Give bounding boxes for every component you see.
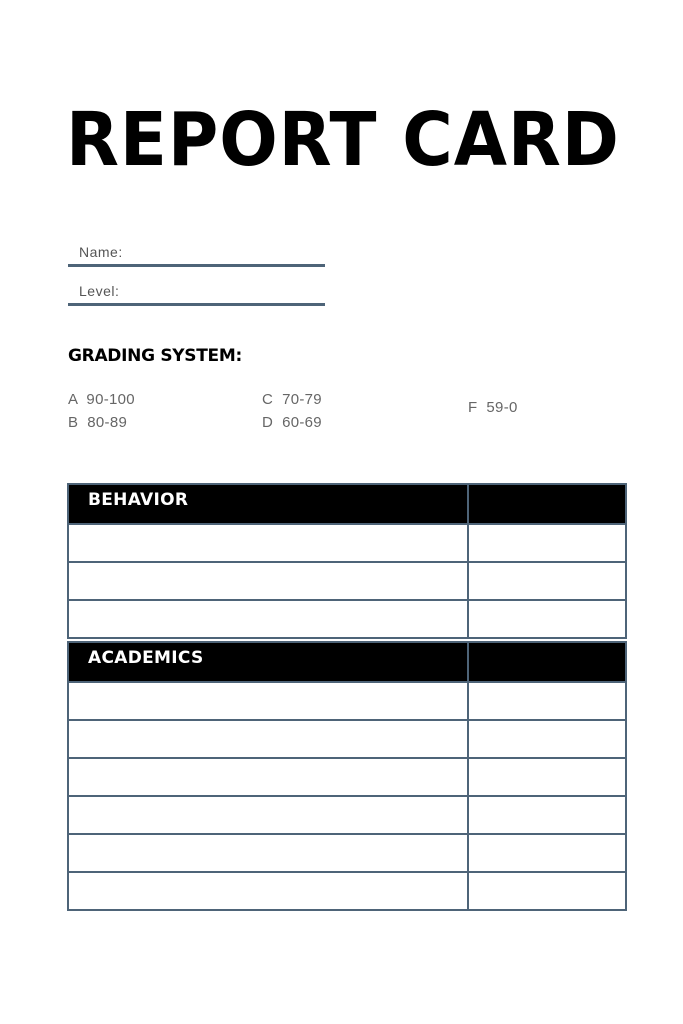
name-label: Name: bbox=[79, 244, 123, 260]
grade-a: A 90-100 bbox=[68, 391, 135, 408]
academics-grade-cell[interactable] bbox=[468, 834, 626, 872]
academics-item-cell[interactable] bbox=[68, 758, 468, 796]
table-row bbox=[68, 872, 626, 910]
behavior-item-cell[interactable] bbox=[68, 524, 468, 562]
behavior-label: BEHAVIOR bbox=[88, 490, 189, 510]
table-row bbox=[68, 720, 626, 758]
table-row bbox=[68, 758, 626, 796]
grading-system-heading: GRADING SYSTEM: bbox=[68, 346, 242, 366]
academics-header bbox=[68, 642, 626, 682]
grade-c: C 70-79 bbox=[262, 391, 322, 408]
academics-grade-header bbox=[468, 642, 626, 682]
academics-item-cell[interactable] bbox=[68, 682, 468, 720]
academics-grade-cell[interactable] bbox=[468, 758, 626, 796]
academics-grade-cell[interactable] bbox=[468, 796, 626, 834]
behavior-grade-cell[interactable] bbox=[468, 562, 626, 600]
behavior-grade-cell[interactable] bbox=[468, 600, 626, 638]
grade-b: B 80-89 bbox=[68, 414, 128, 431]
academics-item-cell[interactable] bbox=[68, 796, 468, 834]
name-field[interactable] bbox=[68, 238, 325, 267]
behavior-item-cell[interactable] bbox=[68, 562, 468, 600]
page-title: REPORT CARD bbox=[66, 97, 620, 183]
academics-table bbox=[67, 641, 627, 911]
table-row bbox=[68, 524, 626, 562]
academics-item-cell[interactable] bbox=[68, 872, 468, 910]
academics-grade-cell[interactable] bbox=[468, 682, 626, 720]
behavior-item-cell[interactable] bbox=[68, 600, 468, 638]
level-label: Level: bbox=[79, 283, 120, 299]
behavior-grade-header bbox=[468, 484, 626, 524]
behavior-header bbox=[68, 484, 626, 524]
table-row bbox=[68, 562, 626, 600]
table-row bbox=[68, 682, 626, 720]
academics-label: ACADEMICS bbox=[88, 648, 204, 668]
behavior-grade-cell[interactable] bbox=[468, 524, 626, 562]
table-row bbox=[68, 796, 626, 834]
grade-f: F 59-0 bbox=[468, 399, 518, 416]
academics-item-cell[interactable] bbox=[68, 720, 468, 758]
grade-d: D 60-69 bbox=[262, 414, 322, 431]
behavior-table bbox=[67, 483, 627, 639]
table-row bbox=[68, 600, 626, 638]
level-field[interactable] bbox=[68, 277, 325, 306]
academics-grade-cell[interactable] bbox=[468, 872, 626, 910]
academics-grade-cell[interactable] bbox=[468, 720, 626, 758]
academics-item-cell[interactable] bbox=[68, 834, 468, 872]
table-row bbox=[68, 834, 626, 872]
